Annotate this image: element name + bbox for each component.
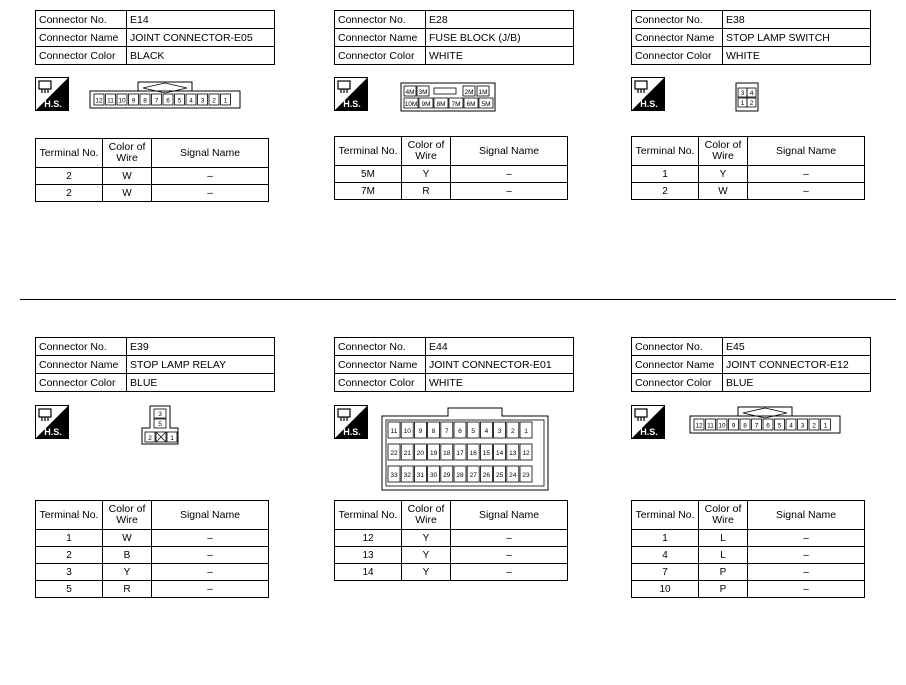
pin-label: 6	[166, 97, 170, 105]
pin-label: 11	[707, 422, 714, 430]
connector-info-table	[35, 337, 275, 392]
pin-label: 8M	[436, 101, 446, 108]
connector-name-value: STOP LAMP RELAY	[127, 356, 275, 374]
table-row	[335, 564, 568, 581]
wire-color-header	[103, 139, 152, 168]
wire-color-header	[103, 501, 152, 530]
wire-color-cell: Y	[103, 564, 152, 581]
connector-name-row	[36, 29, 275, 47]
table-row	[36, 581, 269, 598]
connector-no-row	[36, 338, 275, 356]
connector-name-row	[632, 29, 871, 47]
pin-label: 25	[495, 472, 504, 479]
wire-color-cell: W	[103, 530, 152, 547]
pin-label: 5	[471, 428, 476, 435]
pin-label: 2	[749, 100, 754, 107]
pin-label: 2	[148, 435, 152, 442]
connector-face-diagram	[733, 81, 763, 115]
terminal-no-cell: 3	[36, 564, 103, 581]
pin-label: 14	[495, 450, 504, 457]
terminal-no-cell: 7M	[335, 183, 402, 200]
connector-name-row	[36, 356, 275, 374]
pin-label: 33	[390, 472, 398, 479]
connector-color-label: Connector Color	[36, 374, 127, 392]
hs-label: H.S.	[640, 427, 658, 437]
terminal-table	[334, 136, 568, 200]
wire-color-header-line2: Wire	[116, 514, 138, 526]
hs-logo-icon	[334, 405, 368, 439]
terminal-no-cell: 4	[632, 547, 699, 564]
pin-label: 1	[823, 422, 828, 430]
wire-color-cell: L	[699, 547, 748, 564]
signal-name-cell: –	[152, 581, 269, 598]
pin-label: 5	[777, 422, 782, 430]
table-row	[632, 530, 865, 547]
pin-label: 2	[510, 428, 515, 435]
pin-label: 9	[418, 428, 423, 435]
wire-color-header	[402, 137, 451, 166]
pin-label: 13	[509, 450, 517, 457]
table-row	[36, 564, 269, 581]
terminal-table-header	[335, 137, 568, 166]
hs-logo-icon	[631, 405, 665, 439]
pin-label: 10	[403, 428, 411, 435]
pin-label: 30	[429, 472, 438, 479]
connector-color-value: WHITE	[426, 47, 574, 65]
connector-no-value: E39	[127, 338, 275, 356]
terminal-no-cell: 1	[632, 530, 699, 547]
hs-logo-icon	[334, 77, 368, 111]
pin-label: 8	[743, 422, 747, 430]
pin-label: 7	[444, 428, 449, 435]
pin-label: 1	[740, 100, 745, 107]
terminal-table	[631, 500, 865, 598]
connector-color-value: BLUE	[723, 374, 871, 392]
pin-label: 9M	[421, 101, 431, 108]
wire-color-cell: R	[402, 183, 451, 200]
table-row	[36, 547, 269, 564]
terminal-no-cell: 2	[36, 547, 103, 564]
signal-name-cell: –	[748, 183, 865, 200]
pin-label: 5	[177, 97, 182, 105]
pin-label: 11	[107, 97, 114, 105]
signal-name-cell: –	[451, 166, 568, 183]
pin-label: 12	[522, 450, 530, 457]
connector-color-row	[335, 374, 574, 392]
connector-no-label: Connector No.	[36, 338, 127, 356]
connector-name-value: JOINT CONNECTOR-E12	[723, 356, 871, 374]
connector-no-label: Connector No.	[335, 338, 426, 356]
terminal-table-header	[36, 139, 269, 168]
connector-color-value: WHITE	[723, 47, 871, 65]
wire-color-header-line1: Color of	[407, 139, 445, 151]
connector-color-label: Connector Color	[335, 374, 426, 392]
connector-color-value: WHITE	[426, 374, 574, 392]
table-row	[36, 168, 269, 185]
pin-label: 24	[509, 472, 517, 479]
terminal-no-header: Terminal No.	[335, 137, 402, 166]
pin-label: 3	[158, 411, 162, 418]
pin-label: 28	[456, 472, 464, 479]
connector-name-label: Connector Name	[36, 29, 127, 47]
signal-name-cell: –	[451, 564, 568, 581]
hs-label: H.S.	[640, 99, 658, 109]
pin-label: 4M	[405, 89, 415, 96]
terminal-no-header: Terminal No.	[632, 137, 699, 166]
table-row	[335, 166, 568, 183]
pin-label: 5	[158, 421, 162, 428]
pin-label: 10M	[404, 101, 418, 108]
signal-name-header: Signal Name	[451, 501, 568, 530]
wire-color-header	[699, 501, 748, 530]
signal-name-cell: –	[748, 166, 865, 183]
connector-color-row	[36, 374, 275, 392]
pin-label: 12	[695, 422, 703, 430]
signal-name-cell: –	[748, 530, 865, 547]
connector-face-diagram	[378, 406, 558, 498]
wire-color-header-line2: Wire	[116, 152, 138, 164]
connector-no-row	[335, 11, 574, 29]
pin-label: 2M	[464, 89, 474, 96]
pin-label: 11	[390, 428, 398, 435]
terminal-no-cell: 13	[335, 547, 402, 564]
pin-label: 32	[403, 472, 411, 479]
connector-name-label: Connector Name	[36, 356, 127, 374]
pin-label: 4	[789, 422, 793, 430]
pin-label: 1	[524, 428, 528, 435]
connector-no-value: E14	[127, 11, 275, 29]
connector-no-label: Connector No.	[632, 11, 723, 29]
hs-label: H.S.	[44, 99, 62, 109]
terminal-table	[631, 136, 865, 200]
pin-label: 3	[497, 428, 502, 435]
wire-color-header-line2: Wire	[712, 150, 734, 162]
pin-label: 4	[189, 97, 193, 105]
signal-name-cell: –	[152, 185, 269, 202]
pin-label: 1M	[478, 89, 488, 96]
connector-info-table	[35, 10, 275, 65]
connector-name-row	[335, 356, 574, 374]
wire-color-cell: L	[699, 530, 748, 547]
table-row	[632, 547, 865, 564]
terminal-table-header	[632, 137, 865, 166]
connector-color-label: Connector Color	[36, 47, 127, 65]
connector-color-row	[632, 47, 871, 65]
pin-label: 9	[131, 97, 136, 105]
terminal-no-cell: 2	[36, 185, 103, 202]
signal-name-cell: –	[152, 530, 269, 547]
connector-name-value: FUSE BLOCK (J/B)	[426, 29, 574, 47]
pin-label: 6	[766, 422, 770, 430]
connector-name-value: STOP LAMP SWITCH	[723, 29, 871, 47]
terminal-no-header: Terminal No.	[36, 501, 103, 530]
signal-name-cell: –	[748, 564, 865, 581]
pin-label: 27	[469, 472, 477, 479]
table-row	[335, 547, 568, 564]
pin-label: 17	[456, 450, 464, 457]
pin-label: 23	[522, 472, 530, 479]
pin-label: 18	[443, 450, 451, 457]
connector-no-row	[335, 338, 574, 356]
pin-label: 1	[170, 435, 174, 442]
hs-logo-icon	[631, 77, 665, 111]
table-row	[632, 581, 865, 598]
wire-color-header-line2: Wire	[415, 150, 437, 162]
wire-color-cell: P	[699, 581, 748, 598]
connector-color-label: Connector Color	[335, 47, 426, 65]
pin-label: 3M	[418, 89, 428, 96]
terminal-no-header: Terminal No.	[632, 501, 699, 530]
table-row	[632, 564, 865, 581]
terminal-table-header	[335, 501, 568, 530]
terminal-no-cell: 7	[632, 564, 699, 581]
hs-logo-icon	[35, 405, 69, 439]
signal-name-cell: –	[451, 183, 568, 200]
terminal-table	[35, 138, 269, 202]
signal-name-header: Signal Name	[152, 139, 269, 168]
pin-label: 16	[469, 450, 477, 457]
terminal-table	[35, 500, 269, 598]
connector-no-value: E28	[426, 11, 574, 29]
wire-color-cell: Y	[402, 530, 451, 547]
wire-color-header-line1: Color of	[108, 141, 146, 153]
connector-no-label: Connector No.	[632, 338, 723, 356]
wire-color-cell: Y	[402, 564, 451, 581]
terminal-no-cell: 2	[36, 168, 103, 185]
connector-face-diagram	[688, 406, 844, 438]
connector-info-table	[334, 337, 574, 392]
terminal-no-cell: 5M	[335, 166, 402, 183]
pin-label: 4	[484, 428, 489, 435]
table-row	[36, 530, 269, 547]
wire-color-header-line2: Wire	[712, 514, 734, 526]
pin-label: 2	[212, 97, 216, 105]
wire-color-cell: B	[103, 547, 152, 564]
wire-color-header-line1: Color of	[108, 503, 146, 515]
connector-color-label: Connector Color	[632, 374, 723, 392]
connector-no-row	[632, 11, 871, 29]
pin-label: 7M	[451, 101, 461, 108]
signal-name-cell: –	[748, 547, 865, 564]
terminal-no-cell: 12	[335, 530, 402, 547]
signal-name-cell: –	[152, 547, 269, 564]
wire-color-header-line1: Color of	[704, 139, 742, 151]
signal-name-cell: –	[152, 564, 269, 581]
hs-label: H.S.	[343, 99, 361, 109]
connector-color-row	[36, 47, 275, 65]
connector-no-label: Connector No.	[36, 11, 127, 29]
table-row	[632, 183, 865, 200]
signal-name-header: Signal Name	[748, 137, 865, 166]
connector-name-label: Connector Name	[335, 29, 426, 47]
connector-info-table	[334, 10, 574, 65]
wire-color-header	[402, 501, 451, 530]
connector-face-diagram	[399, 81, 499, 115]
terminal-table-header	[36, 501, 269, 530]
connector-name-row	[335, 29, 574, 47]
terminal-no-cell: 1	[36, 530, 103, 547]
connector-color-row	[632, 374, 871, 392]
hs-label: H.S.	[44, 427, 62, 437]
wire-color-cell: Y	[402, 547, 451, 564]
pin-label: 6M	[466, 101, 476, 108]
wire-color-header-line1: Color of	[704, 503, 742, 515]
connector-no-value: E38	[723, 11, 871, 29]
pin-label: 22	[390, 450, 398, 457]
pin-label: 1	[223, 97, 228, 105]
wire-color-cell: Y	[402, 166, 451, 183]
pin-label: 5M	[481, 101, 491, 108]
pin-label: 4	[749, 90, 754, 97]
table-row	[632, 166, 865, 183]
pin-label: 7	[154, 97, 159, 105]
signal-name-header: Signal Name	[152, 501, 269, 530]
wire-color-cell: P	[699, 564, 748, 581]
wire-color-cell: Y	[699, 166, 748, 183]
terminal-no-cell: 1	[632, 166, 699, 183]
connector-color-value: BLUE	[127, 374, 275, 392]
pin-label: 26	[482, 472, 491, 479]
signal-name-cell: –	[451, 530, 568, 547]
pin-label: 12	[95, 97, 103, 105]
pin-label: 19	[429, 450, 438, 457]
connector-no-label: Connector No.	[335, 11, 426, 29]
connector-color-row	[335, 47, 574, 65]
wire-color-header-line2: Wire	[415, 514, 437, 526]
signal-name-cell: –	[748, 581, 865, 598]
hs-label: H.S.	[343, 427, 361, 437]
pin-label: 6	[458, 428, 462, 435]
terminal-no-cell: 10	[632, 581, 699, 598]
pin-label: 8	[431, 428, 436, 435]
pin-label: 2	[812, 422, 816, 430]
connector-name-label: Connector Name	[335, 356, 426, 374]
terminal-table-header	[632, 501, 865, 530]
terminal-no-cell: 14	[335, 564, 402, 581]
wire-color-header-line1: Color of	[407, 503, 445, 515]
table-row	[36, 185, 269, 202]
connector-no-row	[632, 338, 871, 356]
signal-name-header: Signal Name	[451, 137, 568, 166]
pin-label: 9	[731, 422, 736, 430]
connector-face-diagram	[88, 81, 244, 113]
connector-no-value: E45	[723, 338, 871, 356]
connector-name-value: JOINT CONNECTOR-E01	[426, 356, 574, 374]
table-row	[335, 530, 568, 547]
connector-no-value: E44	[426, 338, 574, 356]
pin-label: 31	[416, 472, 425, 479]
terminal-no-cell: 2	[632, 183, 699, 200]
pin-label: 8	[143, 97, 147, 105]
connector-name-row	[632, 356, 871, 374]
connector-face-diagram	[136, 404, 186, 446]
wire-color-cell: R	[103, 581, 152, 598]
wire-color-cell: W	[699, 183, 748, 200]
pin-label: 3	[740, 90, 745, 97]
signal-name-cell: –	[152, 168, 269, 185]
pin-label: 10	[718, 422, 726, 430]
connector-color-label: Connector Color	[632, 47, 723, 65]
signal-name-cell: –	[451, 547, 568, 564]
connector-info-table	[631, 337, 871, 392]
table-row	[335, 183, 568, 200]
connector-color-value: BLACK	[127, 47, 275, 65]
pin-label: 15	[482, 450, 491, 457]
terminal-no-header: Terminal No.	[335, 501, 402, 530]
connector-name-label: Connector Name	[632, 356, 723, 374]
pin-label: 7	[754, 422, 759, 430]
signal-name-header: Signal Name	[748, 501, 865, 530]
wire-color-header	[699, 137, 748, 166]
wire-color-cell: W	[103, 168, 152, 185]
pin-label: 29	[443, 472, 451, 479]
pin-label: 10	[118, 97, 126, 105]
document-code	[0, 632, 1, 685]
wire-color-cell: W	[103, 185, 152, 202]
connector-name-value: JOINT CONNECTOR-E05	[127, 29, 275, 47]
pin-label: 21	[403, 450, 411, 457]
pin-label: 3	[800, 422, 805, 430]
pin-label: 20	[416, 450, 425, 457]
terminal-no-header: Terminal No.	[36, 139, 103, 168]
hs-logo-icon	[35, 77, 69, 111]
pin-label: 3	[200, 97, 205, 105]
terminal-table	[334, 500, 568, 581]
connector-info-table	[631, 10, 871, 65]
connector-no-row	[36, 11, 275, 29]
section-divider	[20, 299, 896, 300]
connector-name-label: Connector Name	[632, 29, 723, 47]
terminal-no-cell: 5	[36, 581, 103, 598]
